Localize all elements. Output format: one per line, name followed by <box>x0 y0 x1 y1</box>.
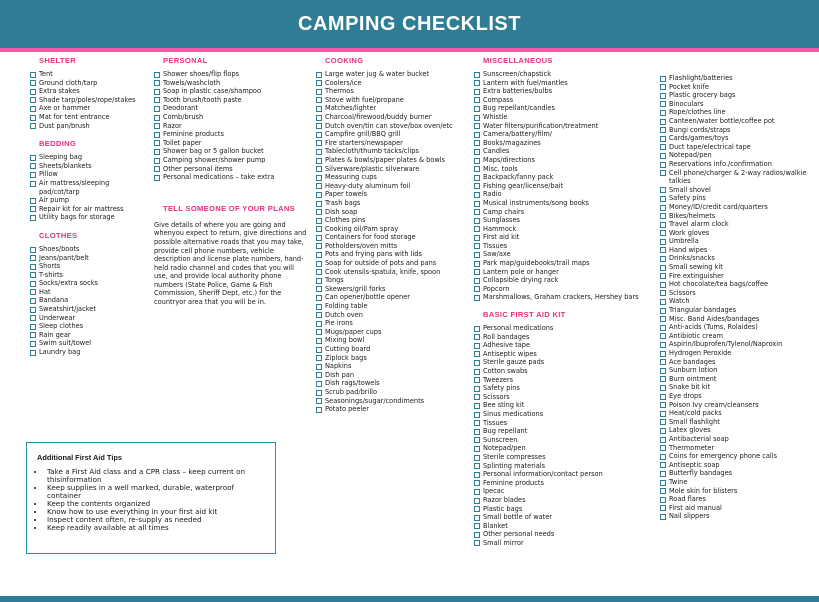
column-1 <box>30 56 148 366</box>
first-aid-tips-box <box>26 442 276 554</box>
checklist-item[interactable]: Extra stakes <box>30 87 148 96</box>
checklist-item[interactable]: Maps/directions <box>474 156 654 165</box>
checklist-item[interactable]: First aid manual <box>660 504 812 513</box>
checklist-item[interactable]: Fire starters/newspaper <box>316 139 476 148</box>
checklist-item[interactable]: Anti-acids (Tums, Rolaides) <box>660 323 812 332</box>
section-title-shelter: SHELTER <box>39 56 76 65</box>
tip-item: • Take a First Aid class and a CPR class – keep current on thisinformation <box>45 468 267 484</box>
checklist-item[interactable]: Containers for food storage <box>316 233 476 242</box>
checklist-item[interactable]: Blanket <box>474 522 654 531</box>
checklist-item[interactable]: Bungi cords/straps <box>660 126 812 135</box>
checklist-item[interactable]: Scissors <box>660 289 812 298</box>
checklist-item[interactable]: Ground cloth/tarp <box>30 79 148 88</box>
section-title-tell: TELL SOMEONE OF YOUR PLANS <box>163 203 295 213</box>
checklist-item[interactable]: Feminine products <box>154 130 308 139</box>
checklist-item[interactable]: Bandana <box>30 296 148 305</box>
checklist-item[interactable]: Potato peeler <box>316 405 476 414</box>
checklist-item[interactable]: Triangular bandages <box>660 306 812 315</box>
checklist-item[interactable]: Marshmallows, Graham crackers, Hershey bars <box>474 293 654 302</box>
list-clothes <box>30 245 148 357</box>
checklist-item[interactable]: Dutch oven <box>316 311 476 320</box>
checklist-item[interactable]: Stove with fuel/propane <box>316 96 476 105</box>
checklist-item[interactable]: Small bottle of water <box>474 513 654 522</box>
checklist-item[interactable]: Pie irons <box>316 319 476 328</box>
checklist-item[interactable]: Sunburn lotion <box>660 366 812 375</box>
checklist-item[interactable]: Mugs/paper cups <box>316 328 476 337</box>
checklist-item[interactable]: Personal medications – take extra <box>154 173 308 182</box>
checklist-item[interactable]: Soap in plastic case/shampoo <box>154 87 308 96</box>
checklist-item[interactable]: Safety pins <box>660 194 812 203</box>
checklist-item[interactable]: Hydrogen Peroxide <box>660 349 812 358</box>
checklist-item[interactable]: Misc. Band Aides/bandages <box>660 315 812 324</box>
checklist-item[interactable]: Air mattress/sleeping pad/cot/tarp <box>30 179 148 196</box>
checklist-item[interactable]: Mat for tent entrance <box>30 113 148 122</box>
checklist-item[interactable]: Underwear <box>30 314 148 323</box>
checklist-item[interactable]: Thermometer <box>660 444 812 453</box>
list-first-aid <box>474 324 654 547</box>
checklist-item[interactable]: Personal medications <box>474 324 654 333</box>
column-2 <box>154 56 308 307</box>
checklist-item[interactable]: Antibacterial soap <box>660 435 812 444</box>
tip-item: • Keep the contents organized <box>45 500 267 508</box>
checklist-item[interactable]: Shower shoes/flip flops <box>154 70 308 79</box>
tips-title: Additional First Aid Tips <box>37 453 122 462</box>
checklist-item[interactable]: Tooth brush/tooth paste <box>154 96 308 105</box>
checklist-item[interactable]: Cotton swabs <box>474 367 654 376</box>
checklist-item[interactable]: Sweatshirt/jacket <box>30 305 148 314</box>
section-title-cooking: COOKING <box>325 56 364 65</box>
header-banner <box>0 0 819 52</box>
checklist-item[interactable]: Antiseptic soap <box>660 461 812 470</box>
checklist-item[interactable]: Misc. tools <box>474 165 654 174</box>
checklist-item[interactable]: Comb/brush <box>154 113 308 122</box>
checklist-item[interactable]: Travel alarm clock <box>660 220 812 229</box>
checklist-item[interactable]: Flashlight/batteries <box>660 74 812 83</box>
checklist-item[interactable]: Dish soap <box>316 208 476 217</box>
checklist-item[interactable]: Sheets/blankets <box>30 162 148 171</box>
checklist-item[interactable]: Socks/extra socks <box>30 279 148 288</box>
checklist-item[interactable]: Duct tape/electrical tape <box>660 143 812 152</box>
checklist-item[interactable]: Tissues <box>474 419 654 428</box>
tip-item: • Keep readily available at all times <box>45 524 267 532</box>
checklist-item[interactable]: Small sewing kit <box>660 263 812 272</box>
checklist-item[interactable]: Rope/clothes line <box>660 108 812 117</box>
checklist-item[interactable]: Camera/battery/film/ <box>474 130 654 139</box>
checklist-item[interactable]: Small flashlight <box>660 418 812 427</box>
checklist-item[interactable]: Personal information/contact person <box>474 470 654 479</box>
checklist-item[interactable]: Mole skin for blisters <box>660 487 812 496</box>
checklist-item[interactable]: Radio <box>474 190 654 199</box>
checklist-item[interactable]: Cooking oil/Pam spray <box>316 225 476 234</box>
checklist-item[interactable]: Napkins <box>316 362 476 371</box>
footer-bar <box>0 596 819 602</box>
checklist-item[interactable]: Ipecac <box>474 487 654 496</box>
checklist-item[interactable]: Poison Ivy cream/cleansers <box>660 401 812 410</box>
section-title-bedding: BEDDING <box>39 139 77 149</box>
tip-item: • Know how to use everything in your first aid kit <box>45 508 267 516</box>
checklist-item[interactable]: Other personal items <box>154 165 308 174</box>
checklist-item[interactable]: Bug repellant/candles <box>474 104 654 113</box>
checklist-item[interactable]: Cell phone/charger & 2-way radios/walkie talkies <box>660 169 812 186</box>
checklist-item[interactable]: Bug repellant <box>474 427 654 436</box>
checklist-item[interactable]: Tent <box>30 70 148 79</box>
checklist-item[interactable]: Coins for emergency phone calls <box>660 452 812 461</box>
checklist-item[interactable]: Musical instruments/song books <box>474 199 654 208</box>
checklist-item[interactable]: Backpack/fanny pack <box>474 173 654 182</box>
checklist-item[interactable]: Candles <box>474 147 654 156</box>
list-cooking <box>316 70 476 414</box>
checklist-item[interactable]: Camping shower/shower pump <box>154 156 308 165</box>
checklist-item[interactable]: Silverware/plastic silverware <box>316 165 476 174</box>
checklist-item[interactable]: Latex gloves <box>660 426 812 435</box>
checklist-item[interactable]: Plastic bags <box>474 505 654 514</box>
checklist-item[interactable]: Heat/cold packs <box>660 409 812 418</box>
list-personal <box>154 70 308 182</box>
section-title-personal: PERSONAL <box>163 56 208 65</box>
checklist-item[interactable]: Aspirin/Ibuprofen/Tylenol/Naproxin <box>660 340 812 349</box>
checklist-item[interactable]: Swim suit/towel <box>30 339 148 348</box>
column-4 <box>474 56 654 556</box>
checklist-item[interactable]: Dust pan/brush <box>30 122 148 131</box>
checklist-item[interactable]: Coolers/ice <box>316 79 476 88</box>
checklist-item[interactable]: Clothes pins <box>316 216 476 225</box>
checklist-item[interactable]: Dish pan <box>316 371 476 380</box>
checklist-item[interactable]: T-shirts <box>30 271 148 280</box>
checklist-item[interactable]: Adhesive tape <box>474 341 654 350</box>
checklist-item[interactable]: Cook utensils-spatula, knife, spoon <box>316 268 476 277</box>
checklist-item[interactable]: Water filters/purification/treatment <box>474 122 654 131</box>
checklist-item[interactable]: Tissues <box>474 242 654 251</box>
checklist-item[interactable]: Campfire grill/BBQ grill <box>316 130 476 139</box>
checklist-item[interactable]: Heavy-duty aluminum foil <box>316 182 476 191</box>
tips-list <box>37 468 267 532</box>
checklist-item[interactable]: Small shovel <box>660 186 812 195</box>
checklist-item[interactable]: Scissors <box>474 393 654 402</box>
checklist-item[interactable]: Work gloves <box>660 229 812 238</box>
checklist-item[interactable]: Sleeping bag <box>30 153 148 162</box>
column-5 <box>660 74 812 530</box>
checklist-item[interactable]: Bikes/helmets <box>660 212 812 221</box>
column-3 <box>316 56 476 423</box>
checklist-item[interactable]: Razor <box>154 122 308 131</box>
checklist-item[interactable]: Utility bags for storage <box>30 213 148 222</box>
checklist-item[interactable]: Shoes/boots <box>30 245 148 254</box>
checklist-item[interactable]: Tablecloth/thumb tacks/clips <box>316 147 476 156</box>
checklist-item[interactable]: Drinks/snacks <box>660 254 812 263</box>
checklist-item[interactable]: Measuring cups <box>316 173 476 182</box>
checklist-item[interactable]: Notepad/pen <box>474 444 654 453</box>
checklist-item[interactable]: Large water jug & water bucket <box>316 70 476 79</box>
checklist-item[interactable]: Twine <box>660 478 812 487</box>
checklist-item[interactable]: Tongs <box>316 276 476 285</box>
checklist-item[interactable]: Lantern with fuel/mantles <box>474 79 654 88</box>
checklist-item[interactable]: Laundry bag <box>30 348 148 357</box>
checklist-item[interactable]: Park map/guidebooks/trail maps <box>474 259 654 268</box>
checklist-item[interactable]: Air pump <box>30 196 148 205</box>
checklist-item[interactable]: Skewers/grill forks <box>316 285 476 294</box>
checklist-item[interactable]: Sunscreen <box>474 436 654 445</box>
checklist-item[interactable]: Sunscreen/chapstick <box>474 70 654 79</box>
checklist-item[interactable]: Jeans/pant/belt <box>30 254 148 263</box>
checklist-item[interactable]: Plates & bowls/paper plates & bowls <box>316 156 476 165</box>
tell-paragraph: Give details of where you are going and whenyou expect to return, give directions and possible alternative roads that you may take, provide cell phone numbers, vehicle description and license plate numbers, hand-held radio channel and codes that you will use, and provide local authority phone numbers (State Police, Game & Fish Commission, Sheriff Dept, etc.) for the countryor area that you will be in. <box>154 220 307 307</box>
checklist-item[interactable]: Bee sting kit <box>474 401 654 410</box>
checklist-item[interactable]: Trash bags <box>316 199 476 208</box>
section-title-misc: MISCELLANEOUS <box>483 56 553 65</box>
checklist-item[interactable]: Antiseptic wipes <box>474 350 654 359</box>
checklist-item[interactable]: Can opener/bottle opener <box>316 293 476 302</box>
list-bedding <box>30 153 148 222</box>
tip-item: • Keep supplies in a well marked, durable, waterproof container <box>45 484 267 500</box>
checklist-item[interactable]: Snake bit kit <box>660 383 812 392</box>
checklist-item[interactable]: Splinting materials <box>474 462 654 471</box>
section-title-first-aid: BASIC FIRST AID KIT <box>483 310 566 320</box>
checklist-item[interactable]: Pocket knife <box>660 83 812 92</box>
checklist-item[interactable]: Lantern pole or hanger <box>474 268 654 277</box>
checklist-item[interactable]: Dutch oven/tin can stove/box oven/etc <box>316 122 476 131</box>
section-title-clothes: CLOTHES <box>39 230 78 240</box>
checklist-item[interactable]: Razor blades <box>474 496 654 505</box>
checklist-item[interactable]: Shorts <box>30 262 148 271</box>
checklist-item[interactable]: Burn ointment <box>660 375 812 384</box>
checklist-item[interactable]: Potholders/oven mitts <box>316 242 476 251</box>
checklist-item[interactable]: Watch <box>660 297 812 306</box>
checklist-item[interactable]: Hat <box>30 288 148 297</box>
checklist-item[interactable]: Toilet paper <box>154 139 308 148</box>
checklist-item[interactable]: Sterile compresses <box>474 453 654 462</box>
checklist-item[interactable]: Repair kit for air mattress <box>30 205 148 214</box>
checklist-item[interactable]: Ziplock bags <box>316 354 476 363</box>
checklist-item[interactable]: Shower bag or 5 gallon bucket <box>154 147 308 156</box>
checklist-item[interactable]: Sterile gauze pads <box>474 358 654 367</box>
checklist-item[interactable]: Cards/games/toys <box>660 134 812 143</box>
list-shelter <box>30 70 148 130</box>
list-extra <box>660 74 812 521</box>
checklist-item[interactable]: Notepad/pen <box>660 151 812 160</box>
checklist-item[interactable]: Sleep clothes <box>30 322 148 331</box>
tip-item: • Inspect content often, re-supply as needed <box>45 516 267 524</box>
checklist-item[interactable]: Thermos <box>316 87 476 96</box>
checklist-item[interactable]: Plastic grocery bags <box>660 91 812 100</box>
checklist-item[interactable]: Tweezers <box>474 376 654 385</box>
checklist-item[interactable]: Saw/axe <box>474 250 654 259</box>
checklist-item[interactable]: Small mirror <box>474 539 654 548</box>
checklist-item[interactable]: Hot chocolate/tea bags/coffee <box>660 280 812 289</box>
checklist-item[interactable]: Paper towels <box>316 190 476 199</box>
checklist-item[interactable]: Pillow <box>30 170 148 179</box>
checklist-item[interactable]: Dish rags/towels <box>316 379 476 388</box>
checklist-item[interactable]: Rain gear <box>30 331 148 340</box>
checklist-item[interactable]: Matches/lighter <box>316 104 476 113</box>
checklist-item[interactable]: Extra batteries/bulbs <box>474 87 654 96</box>
checklist-item[interactable]: Money/ID/credit card/quarters <box>660 203 812 212</box>
checklist-item[interactable]: Camp chairs <box>474 208 654 217</box>
checklist-item[interactable]: Charcoal/firewood/buddy burner <box>316 113 476 122</box>
checklist-item[interactable]: Compass <box>474 96 654 105</box>
checklist-item[interactable]: Whistle <box>474 113 654 122</box>
checklist-item[interactable]: Cutting board <box>316 345 476 354</box>
checklist-item[interactable]: Reservations info./confirmation <box>660 160 812 169</box>
checklist-item[interactable]: Soap for outside of pots and pans <box>316 259 476 268</box>
checklist-item[interactable]: Eye drops <box>660 392 812 401</box>
checklist-item[interactable]: Sunglasses <box>474 216 654 225</box>
checklist-item[interactable]: Collapsible drying rack <box>474 276 654 285</box>
list-misc <box>474 70 654 302</box>
checklist-item[interactable]: Hammock <box>474 225 654 234</box>
checklist-item[interactable]: Binoculars <box>660 100 812 109</box>
checklist-item[interactable]: Ace bandages <box>660 358 812 367</box>
checklist-item[interactable]: Books/magazines <box>474 139 654 148</box>
checklist-item[interactable]: Popcorn <box>474 285 654 294</box>
checklist-item[interactable]: Fire extinguisher <box>660 272 812 281</box>
checklist-item[interactable]: Canteen/water bottle/coffee pot <box>660 117 812 126</box>
checklist-item[interactable]: Axe or hammer <box>30 104 148 113</box>
page-title: CAMPING CHECKLIST <box>298 12 521 35</box>
checklist-item[interactable]: Feminine products <box>474 479 654 488</box>
checklist-item[interactable]: Seasonings/sugar/condiments <box>316 397 476 406</box>
checklist-item[interactable]: Pots and frying pans with lids <box>316 250 476 259</box>
checklist-item[interactable]: Hand wipes <box>660 246 812 255</box>
checklist-item[interactable]: Other personal needs <box>474 530 654 539</box>
checklist-item[interactable]: Safety pins <box>474 384 654 393</box>
checklist-item[interactable]: Shade tarp/poles/rope/stakes <box>30 96 148 105</box>
checklist-item[interactable]: Nail slippers <box>660 512 812 521</box>
checklist-item[interactable]: Fishing gear/license/bait <box>474 182 654 191</box>
checklist-item[interactable]: Antibiotic cream <box>660 332 812 341</box>
checklist-item[interactable]: Sinus medications <box>474 410 654 419</box>
checklist-item[interactable]: Scrub pad/brillo <box>316 388 476 397</box>
checklist-item[interactable]: Butterfly bandages <box>660 469 812 478</box>
checklist-item[interactable]: Road flares <box>660 495 812 504</box>
checklist-item[interactable]: Mixing bowl <box>316 336 476 345</box>
checklist-item[interactable]: Umbrella <box>660 237 812 246</box>
checklist-item[interactable]: Roll bandages <box>474 333 654 342</box>
checklist-item[interactable]: Deodorant <box>154 104 308 113</box>
checklist-item[interactable]: Folding table <box>316 302 476 311</box>
checklist-item[interactable]: First aid kit <box>474 233 654 242</box>
checklist-item[interactable]: Towels/washcloth <box>154 79 308 88</box>
